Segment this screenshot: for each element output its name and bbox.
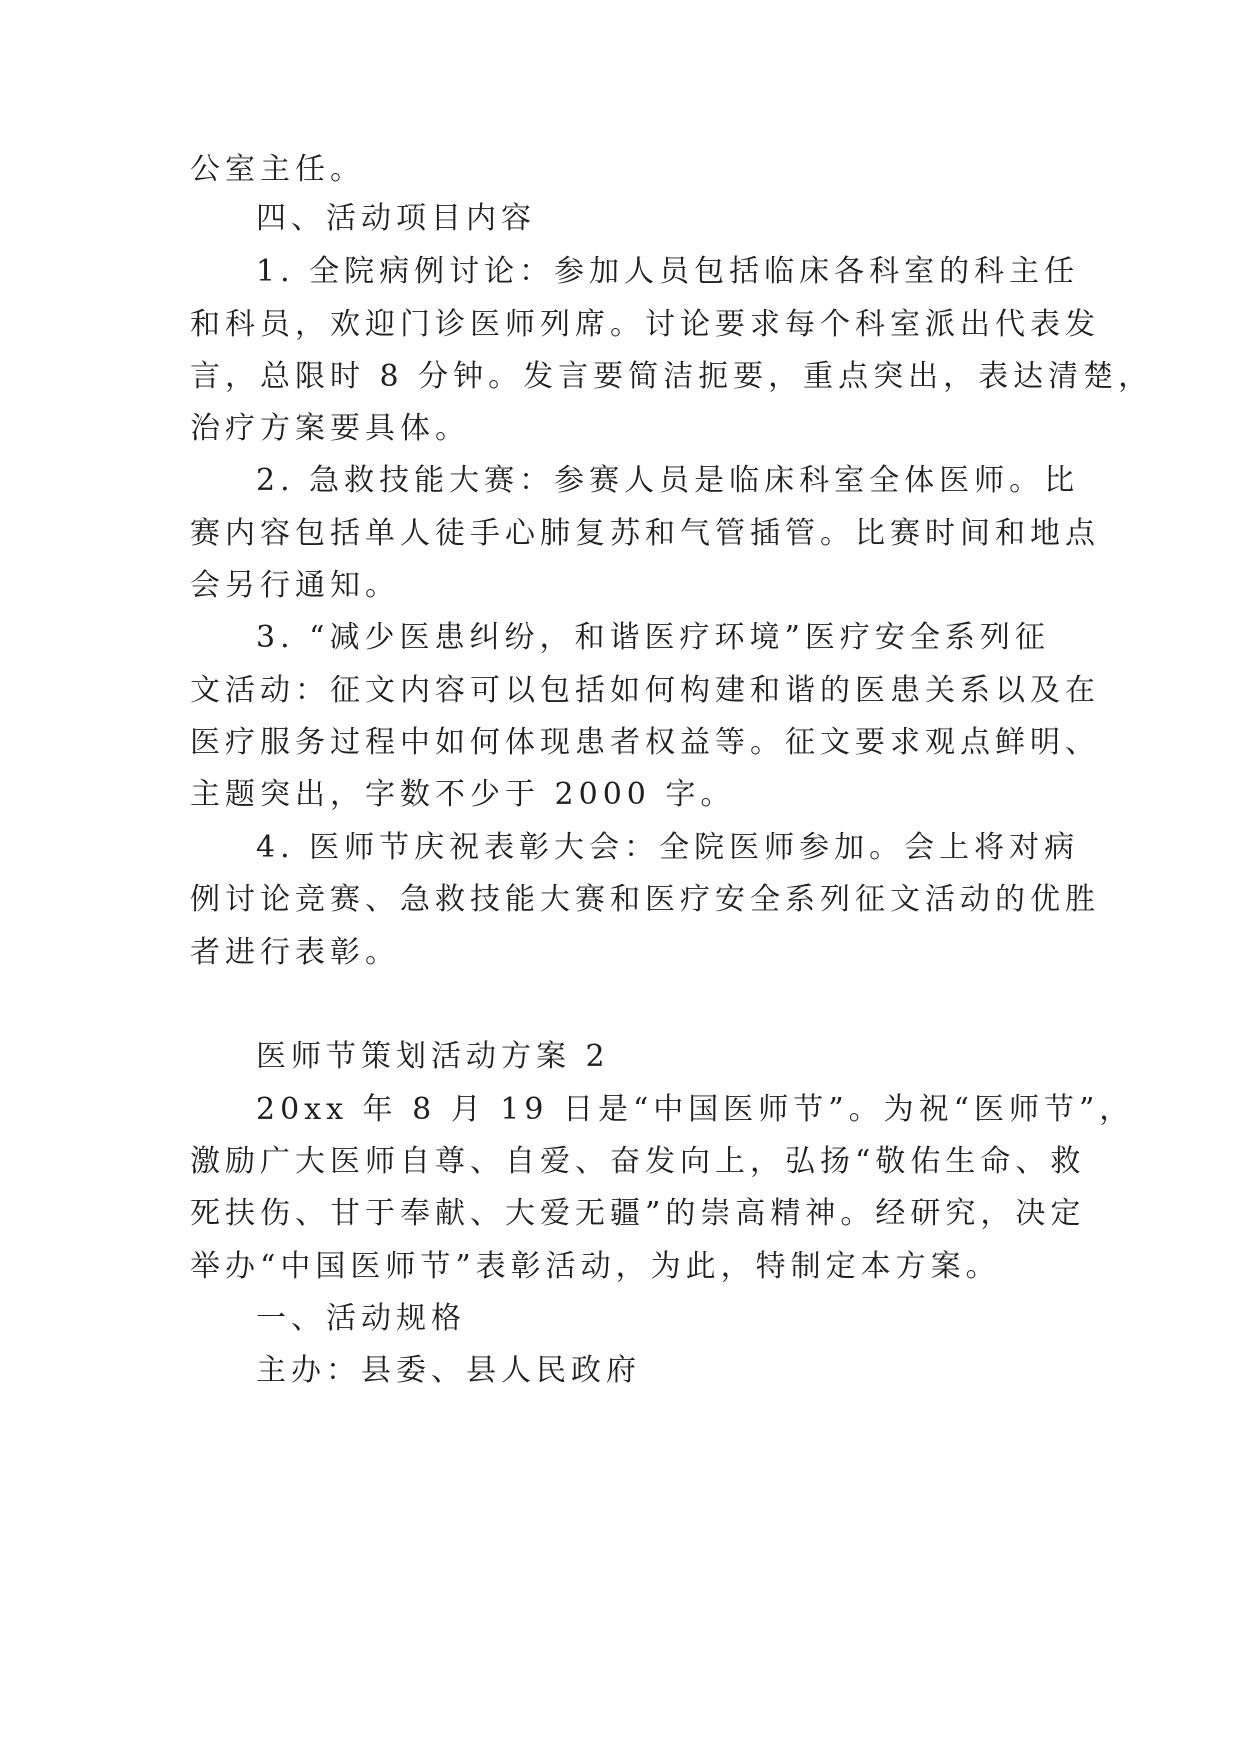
- text-line: 激励广大医师自尊、自爱、奋发向上，弘扬“敬佑生命、救: [190, 1144, 1086, 1179]
- text-line: 3. “减少医患纠纷，和谐医疗环境”医疗安全系列征: [256, 620, 1050, 655]
- text-line: 医疗服务过程中如何体现患者权益等。征文要求观点鲜明、: [190, 725, 1100, 760]
- text-line: 4. 医师节庆祝表彰大会：全院医师参加。会上将对病: [256, 830, 1080, 865]
- text-line: 举办“中国医师节”表彰活动，为此，特制定本方案。: [190, 1249, 1001, 1284]
- text-line: 言，总限时 8 分钟。发言要简洁扼要，重点突出，表达清楚，: [190, 359, 1154, 394]
- text-line: 2. 急救技能大赛：参赛人员是临床科室全体医师。比: [256, 463, 1080, 498]
- text-line: 死扶伤、甘于奉献、大爱无疆”的崇高精神。经研究，决定: [190, 1196, 1086, 1231]
- text-line: 治疗方案要具体。: [190, 411, 470, 446]
- text-line: 例讨论竞赛、急救技能大赛和医疗安全系列征文活动的优胜: [190, 882, 1100, 917]
- section-heading: 四、活动项目内容: [256, 201, 536, 236]
- text-line: 1. 全院病例讨论：参加人员包括临床各科室的科主任: [256, 254, 1080, 289]
- document-title: 医师节策划活动方案 2: [256, 1039, 610, 1074]
- text-line: 文活动：征文内容可以包括如何构建和谐的医患关系以及在: [190, 673, 1100, 708]
- text-line: 赛内容包括单人徒手心肺复苏和气管插管。比赛时间和地点: [190, 516, 1100, 551]
- text-line: 主题突出，字数不少于 2000 字。: [190, 777, 736, 812]
- text-line: 者进行表彰。: [190, 935, 400, 970]
- section-heading: 一、活动规格: [256, 1301, 466, 1336]
- text-line: 公室主任。: [190, 152, 365, 187]
- text-line: 主办：县委、县人民政府: [256, 1353, 641, 1388]
- text-line: 会另行通知。: [190, 568, 400, 603]
- text-line: 20xx 年 8 月 19 日是“中国医师节”。为祝“医师节”，: [256, 1092, 1135, 1127]
- text-line: 和科员，欢迎门诊医师列席。讨论要求每个科室派出代表发: [190, 307, 1100, 342]
